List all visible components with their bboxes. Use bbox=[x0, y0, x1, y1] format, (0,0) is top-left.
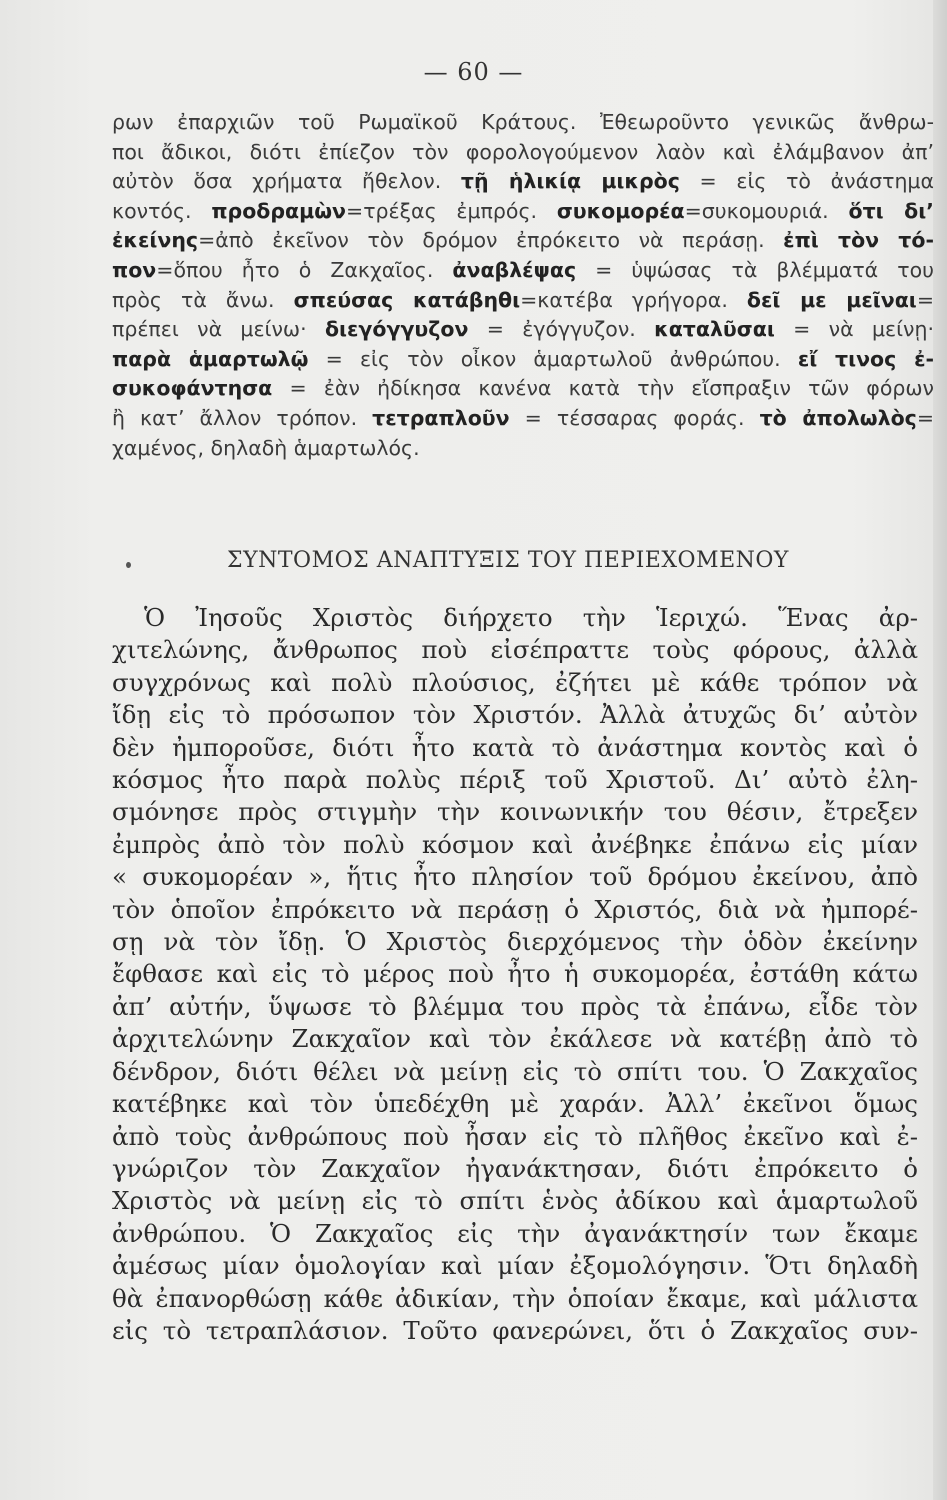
glossary-term: σπεύσας κατάβηθι bbox=[293, 287, 521, 312]
glossary-term: ἐκείνης bbox=[112, 228, 199, 253]
glossary-text: ποι ἄδικοι, διότι ἐπίεζον τὸν φορολογούμενον λαὸν καὶ ἐλάμβανον ἀπ’ bbox=[112, 139, 934, 164]
section-heading: ΣΥΝΤΟΜΟΣ ΑΝΑΠΤΥΞΙΣ ΤΟΥ ΠΕΡΙΕΧΟΜΕΝΟΥ bbox=[227, 548, 789, 573]
glossary-text: χαμένος, δηλαδὴ ἁμαρτωλός. bbox=[112, 435, 420, 460]
glossary-text: = ἐγόγγυζον. bbox=[468, 317, 655, 342]
body-line: ἀνθρώπου. Ὁ Ζακχαῖος εἰς τὴν ἀγανάκτησίν των ἔκαμε bbox=[112, 1218, 918, 1248]
glossary-text: κοντός. bbox=[112, 198, 212, 223]
glossary-text: = νὰ μείνῃ· bbox=[774, 317, 934, 342]
glossary-text: = ὑψώσας τὰ βλέμματά του bbox=[576, 257, 934, 282]
glossary-text: = τέσσαρας φοράς. bbox=[509, 405, 760, 430]
glossary-term: ὅτι δι’ bbox=[848, 198, 934, 223]
glossary-text: = bbox=[916, 405, 934, 430]
body-line: ἴδῃ εἰς τὸ πρόσωπον τὸν Χριστόν. Ἀλλὰ ἀτυχῶς δι’ αὐτὸν bbox=[112, 700, 918, 730]
glossary-notes bbox=[112, 108, 934, 463]
glossary-line bbox=[112, 434, 934, 464]
glossary-term: εἴ τινος ἐ- bbox=[797, 346, 934, 371]
body-line: Ὁ Ἰησοῦς Χριστὸς διήρχετο τὴν Ἱεριχώ. Ἕνας ἀρ- bbox=[144, 603, 918, 632]
glossary-line bbox=[112, 404, 934, 434]
glossary-line bbox=[112, 138, 934, 168]
glossary-term: δεῖ με μεῖναι bbox=[746, 287, 917, 312]
glossary-text: αὐτὸν ὅσα χρήματα ἤθελον. bbox=[112, 169, 461, 194]
body-line: σμόνησε πρὸς στιγμὴν τὴν κοινωνικήν του θέσιν, ἔτρεξεν bbox=[112, 797, 918, 827]
glossary-term: συκομορέα bbox=[556, 198, 685, 223]
glossary-text: =συκομουριά. bbox=[684, 198, 849, 223]
body-line: ἀπὸ τοὺς ἀνθρώπους ποὺ ἦσαν εἰς τὸ πλῆθος ἐκεῖνο καὶ ἐ- bbox=[112, 1121, 918, 1151]
glossary-term: καταλῦσαι bbox=[654, 317, 775, 342]
glossary-text: =κατέβα γρήγορα. bbox=[520, 287, 747, 312]
body-line: τὸν ὁποῖον ἐπρόκειτο νὰ περάσῃ ὁ Χριστός, διὰ νὰ ἠμπορέ- bbox=[112, 894, 918, 924]
glossary-term: παρὰ ἁμαρτωλῷ bbox=[112, 346, 309, 371]
glossary-term: συκοφάντησα bbox=[112, 376, 273, 401]
glossary-text: = bbox=[916, 287, 934, 312]
glossary-text: =τρέξας ἐμπρός. bbox=[346, 198, 557, 223]
glossary-line bbox=[112, 226, 934, 256]
body-line: χιτελώνης, ἄνθρωπος ποὺ εἰσέπραττε τοὺς φόρους, ἀλλὰ bbox=[112, 635, 918, 665]
glossary-line bbox=[112, 256, 934, 286]
glossary-text: = ἐὰν ἠδίκησα κανένα κατὰ τὴν εἴσπραξιν τῶν φόρων bbox=[272, 376, 934, 401]
body-line: κατέβηκε καὶ τὸν ὑπεδέχθη μὲ χαράν. Ἀλλ’ ἐκεῖνοι ὅμως bbox=[112, 1089, 918, 1119]
glossary-text: = εἰς τὸ ἀνάστημα bbox=[679, 169, 934, 194]
glossary-line bbox=[112, 374, 934, 404]
body-line: συγχρόνως καὶ πολὺ πλούσιος, ἐζήτει μὲ κάθε τρόπον νὰ bbox=[112, 667, 918, 697]
glossary-line bbox=[112, 167, 934, 197]
body-line: Χριστὸς νὰ μείνῃ εἰς τὸ σπίτι ἑνὸς ἀδίκου καὶ ἁμαρτωλοῦ bbox=[112, 1186, 918, 1216]
glossary-text: ρων ἐπαρχιῶν τοῦ Ρωμαϊκοῦ Κράτους. Ἐθεωροῦντο γενικῶς ἄνθρω- bbox=[112, 110, 934, 134]
page-number: — 60 — bbox=[423, 58, 524, 86]
body-line: εἰς τὸ τετραπλάσιον. Τοῦτο φανερώνει, ὅτι ὁ Ζακχαῖος συν- bbox=[112, 1315, 918, 1345]
glossary-line bbox=[112, 286, 934, 316]
glossary-term: τετραπλοῦν bbox=[372, 405, 510, 430]
body-text bbox=[112, 602, 918, 1347]
glossary-term: τῇ ἡλικίᾳ μικρὸς bbox=[460, 169, 680, 194]
glossary-line bbox=[112, 315, 934, 345]
glossary-term: ἀναβλέψας bbox=[452, 257, 577, 282]
body-line: γνώριζον τὸν Ζακχαῖον ἠγανάκτησαν, διότι ἐπρόκειτο ὁ bbox=[112, 1153, 918, 1183]
glossary-line bbox=[112, 108, 934, 138]
page-edge bbox=[933, 0, 947, 1500]
print-speck bbox=[126, 562, 131, 568]
glossary-text: = εἰς τὸν οἶκον ἁμαρτωλοῦ ἀνθρώπου. bbox=[308, 346, 798, 371]
glossary-text: =ἀπὸ ἐκεῖνον τὸν δρόμον ἐπρόκειτο νὰ περάσῃ. bbox=[198, 228, 784, 253]
body-line: ἀπ’ αὐτήν, ὕψωσε τὸ βλέμμα του πρὸς τὰ ἐπάνω, εἶδε τὸν bbox=[112, 991, 918, 1021]
glossary-term: τὸ ἀπολωλὸς bbox=[759, 405, 917, 430]
glossary-line bbox=[112, 345, 934, 375]
body-line: κόσμος ἦτο παρὰ πολὺς πέριξ τοῦ Χριστοῦ. Δι’ αὐτὸ ἐλη- bbox=[112, 765, 918, 795]
glossary-term: προδραμὼν bbox=[211, 198, 347, 223]
body-line: σῃ νὰ τὸν ἴδῃ. Ὁ Χριστὸς διερχόμενος τὴν ὁδὸν ἐκείνην bbox=[112, 927, 918, 957]
glossary-text: πρέπει νὰ μείνω· bbox=[112, 317, 325, 342]
body-line: δὲν ἠμποροῦσε, διότι ἦτο κατὰ τὸ ἀνάστημα κοντὸς καὶ ὁ bbox=[112, 732, 918, 762]
glossary-term: διεγόγγυζον bbox=[324, 317, 469, 342]
body-line: ἀρχιτελώνην Ζακχαῖον καὶ τὸν ἐκάλεσε νὰ κατέβῃ ἀπὸ τὸ bbox=[112, 1024, 918, 1054]
body-line: ἀμέσως μίαν ὁμολογίαν καὶ μίαν ἐξομολόγησιν. Ὅτι δηλαδὴ bbox=[112, 1251, 918, 1281]
glossary-term: ἐπὶ τὸν τό- bbox=[783, 228, 934, 253]
body-line: ἐμπρὸς ἀπὸ τὸν πολὺ κόσμον καὶ ἀνέβηκε ἐπάνω εἰς μίαν bbox=[112, 829, 918, 859]
body-line: δένδρον, διότι θέλει νὰ μείνῃ εἰς τὸ σπίτι του. Ὁ Ζακχαῖος bbox=[112, 1056, 918, 1086]
glossary-text: =ὅπου ἦτο ὁ Ζακχαῖος. bbox=[156, 257, 453, 282]
body-line: θὰ ἐπανορθώσῃ κάθε ἀδικίαν, τὴν ὁποίαν ἔκαμε, καὶ μάλιστα bbox=[112, 1283, 918, 1313]
glossary-line bbox=[112, 197, 934, 227]
glossary-text: πρὸς τὰ ἄνω. bbox=[112, 287, 294, 312]
body-line: ἔφθασε καὶ εἰς τὸ μέρος ποὺ ἦτο ἡ συκομορέα, ἐστάθη κάτω bbox=[112, 959, 918, 989]
body-line: « συκομορέαν », ἥτις ἦτο πλησίον τοῦ δρόμου ἐκείνου, ἀπὸ bbox=[112, 862, 918, 892]
glossary-text: ἢ κατ’ ἄλλον τρόπον. bbox=[112, 405, 373, 430]
glossary-term: πον bbox=[112, 257, 157, 282]
